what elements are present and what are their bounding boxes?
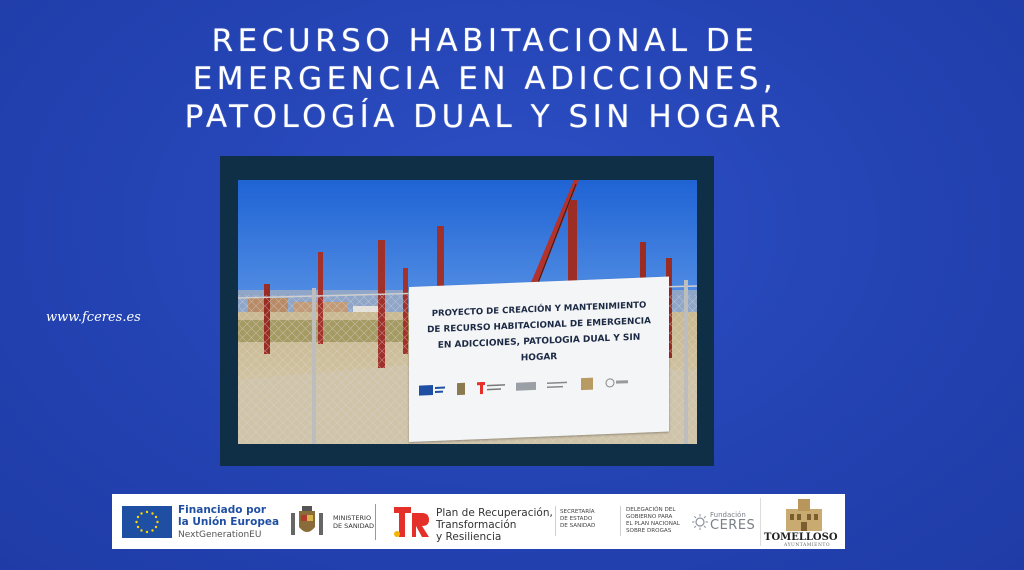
title-line-1: RECURSO HABITACIONAL DE [211,23,759,59]
sign-tr-logo [477,380,507,395]
delegation-line-3: EL PLAN NACIONAL [626,521,680,527]
secretariat-text [560,509,595,530]
title-line-2: EMERGENCIA EN ADICCIONES, [192,61,778,97]
eu-line-1: Financiado por [178,504,267,516]
funding-logos-bar [112,494,845,549]
recovery-line-2: Transformación [436,519,517,531]
recovery-line-3: y Resiliencia [436,531,502,543]
logo-divider [555,506,556,536]
delegation-line-4: SOBRE DROGAS [626,528,672,534]
ministry-line-1: MINISTERIO [333,514,372,522]
page-title [60,22,910,136]
delegation-text [626,507,680,535]
recovery-plan-text [436,507,553,543]
recovery-line-1: Plan de Recuperación, [436,507,553,519]
sign-delegation-logo [547,378,569,393]
title-line-3: PATOLOGÍA DUAL Y SIN HOGAR [184,99,786,135]
sign-line-1: PROYECTO DE CREACIÓN Y MANTENIMIENTO [431,300,647,320]
sign-secretariat-logo [516,379,538,394]
sign-text [419,297,659,371]
tomelloso-name: TOMELLOSO [764,532,838,543]
secretariat-line-2: DE ESTADO [560,516,593,522]
project-sign [409,277,669,442]
sign-logo-strip [419,369,659,403]
ceres-line-2: CERES [710,518,756,533]
sign-line-4: HOGAR [520,352,558,364]
sign-tomelloso-logo [578,376,596,391]
eu-line-2: la Unión Europea [178,516,280,528]
ministry-line-2: DE SANIDAD [333,522,374,530]
logo-divider [620,506,621,536]
sign-line-2: DE RECURSO HABITACIONAL DE EMERGENCIA [427,316,651,336]
delegation-line-2: GOBIERNO PARA [626,514,673,520]
tomelloso-sub: AYUNTAMIENTO [784,543,831,548]
sign-ministry-logo [454,382,468,397]
spain-coat-of-arms-icon [287,503,327,541]
ceres-sun-icon [692,514,708,530]
secretariat-line-3: DE SANIDAD [560,523,596,529]
ceres-text [710,511,755,532]
ceres-line-1: Fundación [710,511,746,519]
eu-line-3: NextGenerationEU [178,530,262,540]
sign-eu-logo [419,383,445,398]
logo-divider [375,504,376,540]
delegation-line-1: DELEGACIÓN DEL [626,507,676,513]
tomelloso-town-hall-icon [784,497,824,531]
website-link[interactable]: www.fceres.es [46,310,141,325]
secretariat-line-1: SECRETARÍA [560,509,595,515]
ministry-text [333,514,374,530]
logo-divider [760,498,761,546]
recovery-plan-tr-icon [392,504,432,540]
eu-flag-icon [122,506,172,538]
sign-ceres-logo [605,375,629,390]
eu-funding-text [178,504,279,541]
sign-line-3: EN ADICCIONES, PATOLOGIA DUAL Y SIN [437,332,641,351]
